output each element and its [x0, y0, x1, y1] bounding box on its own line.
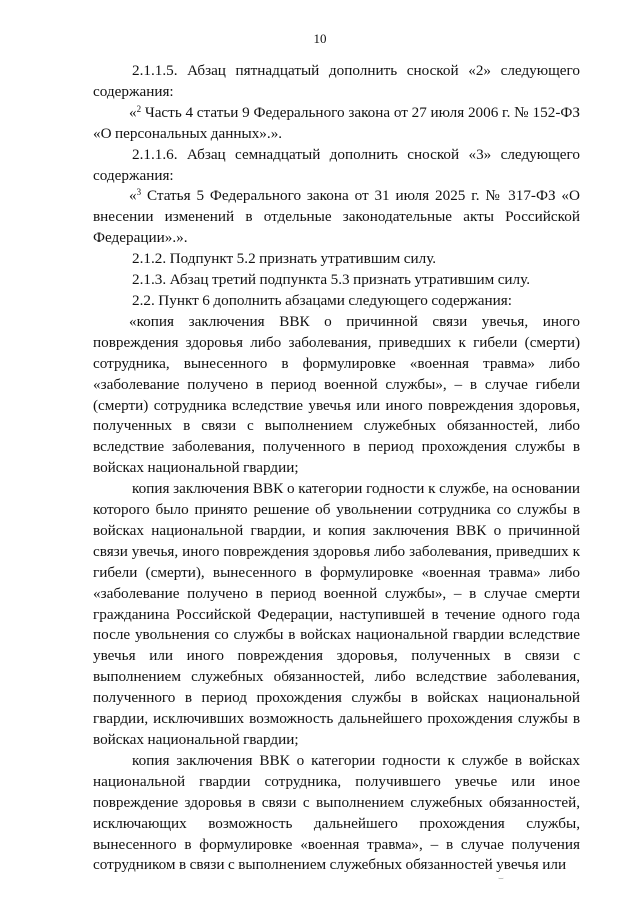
footnote-3-body: Статья 5 Федерального закона от 31 июля 2025 г. № 317-ФЗ «О внесении изменений в отдельные законодательные акты Российской Федерации».».: [93, 187, 580, 247]
footnote-3-marker: 3: [136, 187, 142, 198]
amendment-paragraph-1: «копия заключения ВВК о причинной связи увечья, иного повреждения здоровья либо заболевания, приведших к гибели (смерти) сотрудника, вынесенного в формулировке «военная травма» либо «заболевание получено в период военной службы», – в случае гибели (смерти) сотрудника вследствие увечья или иного повреждения здоровья, полученных в связи с выполнением служебных обязанностей, либо вследствие заболевания, полученного в период прохождения службы в войсках национальной гвардии;: [93, 312, 580, 477]
opening-quote: «: [129, 103, 137, 121]
paragraph-2-2: 2.2. Пункт 6 дополнить абзацами следующего содержания:: [132, 291, 512, 309]
amendment-paragraph-2: копия заключения ВВК о категории годности к службе, на основании которого было принято решение об увольнении сотрудника со службы в войсках национальной гвардии, и копия заключения ВВК о причинной связи увечья, иного повреждения здоровья либо заболевания, приведших к гибели (смерти), вынесенного в формулировке «военная травма» либо «заболевание получено в период военной службы», – в случае смерти гражданина Российской Федерации, наступившей в течение одного года после увольнения со службы в войсках национальной гвардии вследствие увечья или иного повреждения здоровья, полученных в связи с выполнением служебных обязанностей, либо вследствие заболевания, полученного в период прохождения службы в войсках национальной гвардии, исключивших возможность дальнейшего прохождения службы в войсках национальной гвардии;: [93, 480, 580, 748]
footnote-2-text: [93, 103, 580, 145]
footnote-3-text: [93, 186, 580, 249]
opening-quote: «: [129, 187, 137, 205]
page-number: 10: [313, 31, 327, 46]
paragraph-2-1-2: 2.1.2. Подпункт 5.2 признать утратившим силу.: [132, 250, 437, 268]
paragraph-2-1-3: 2.1.3. Абзац третий подпункта 5.3 признать утратившим силу.: [132, 271, 531, 289]
scan-mark: ⌣: [498, 873, 504, 883]
footnote-2-marker: 2: [136, 103, 142, 114]
document-body: [93, 61, 580, 876]
paragraph-2-1-1-5: 2.1.1.5. Абзац пятнадцатый дополнить сноской «2» следующего содержания:: [93, 62, 580, 100]
paragraph-2-1-1-6: 2.1.1.6. Абзац семнадцатый дополнить сноской «3» следующего содержания:: [93, 145, 580, 184]
footnote-2-body: Часть 4 статьи 9 Федерального закона от 27 июля 2006 г. № 152-ФЗ «О персональных данных».».: [93, 103, 580, 142]
amendment-paragraph-3: копия заключения ВВК о категории годности к службе в войсках национальной гвардии сотрудника, получившего увечье или иное повреждение здоровья в связи с выполнением служебных обязанностей, исключающих возможность дальнейшего прохождения службы, вынесенного в формулировке «военная травма», – в случае получения сотрудником в связи с выполнением служебных обязанностей увечья или: [93, 751, 580, 874]
